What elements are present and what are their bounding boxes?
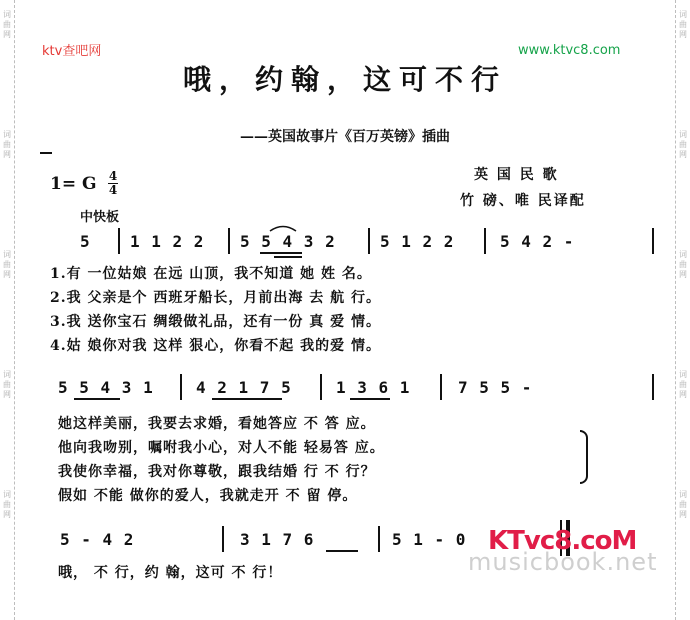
origin-credit: 英 国 民 歌: [474, 167, 559, 183]
measure-notes: 5 1 2 2: [380, 232, 455, 251]
beam-underline: [74, 398, 120, 400]
bar-line: [484, 228, 486, 254]
lyric-verse: 哦， 不 行，约 翰，这可 不 行！: [58, 565, 283, 581]
time-signature: [108, 170, 118, 197]
bar-line: [378, 526, 380, 552]
measure-notes: 1 1 2 2: [130, 232, 205, 251]
verse-brace: [580, 430, 588, 484]
measure-notes: 5 4 2 -: [500, 232, 575, 251]
bar-line: [368, 228, 370, 254]
bar-line: [440, 374, 442, 400]
lyric-verse: 假如 不能 做你的爱人，我就走开 不 留 停。: [58, 488, 358, 504]
measure-notes: 5 1 - 0: [392, 530, 467, 549]
bar-line: [320, 374, 322, 400]
site-watermark-right: www.ktvc8.com: [518, 43, 621, 58]
lyric-verse: 我使你幸福，我对你尊敬，跟我结婚 行 不 行？: [58, 464, 376, 480]
lyric-verse: 他向我吻别，嘱咐我小心，对人不能 轻易答 应。: [58, 440, 385, 456]
time-top: 4: [108, 169, 118, 183]
edge-watermark: 词曲网: [679, 130, 687, 159]
measure-notes: 5 5 4 3 1: [58, 378, 154, 397]
measure-notes: 5: [80, 232, 91, 251]
lyric-verse: 4.姑 娘你对我 这样 狠心，你看不起 我的爱 情。: [50, 338, 381, 354]
tempo-marking: 中快板: [80, 210, 120, 225]
edge-watermark: 词曲网: [679, 10, 687, 39]
margin-dash: [40, 152, 52, 154]
measure-notes: 5 5 4 3 2: [240, 232, 336, 251]
edge-watermark: 词曲网: [679, 370, 687, 399]
lyric-verse: 她这样美丽，我要去求婚，看她答应 不 答 应。: [58, 416, 376, 432]
measure-notes: 4 2 1 7 5: [196, 378, 292, 397]
edge-watermark: 词曲网: [3, 10, 11, 39]
bar-line: [652, 374, 654, 400]
song-title: 哦，约翰，这可不行: [182, 63, 507, 96]
edge-watermark: 词曲网: [3, 130, 11, 159]
beam-underline: [350, 398, 390, 400]
beam-underline: [212, 398, 282, 400]
lyric-verse: 3.我 送你宝石 绸缎做礼品，还有一份 真 爱 情。: [50, 314, 381, 330]
watermark-shadow: musicbook.net: [468, 548, 658, 576]
key-signature: 1= G: [50, 174, 97, 194]
brand-watermark: KTvc8.coM: [488, 526, 637, 556]
time-bottom: 4: [108, 183, 118, 197]
edge-watermark: 词曲网: [3, 250, 11, 279]
bar-line: [180, 374, 182, 400]
beam-underline: [326, 550, 358, 552]
bar-line: [652, 228, 654, 254]
lyric-verse: 2.我 父亲是个 西班牙船长，月前出海 去 航 行。: [50, 290, 381, 306]
measure-notes: 1 3 6 1: [336, 378, 411, 397]
bar-line: [222, 526, 224, 552]
beam-underline: [260, 252, 302, 254]
arranger-credit: 竹 磅、唯 民译配: [460, 193, 586, 209]
measure-notes: 3 1 7 6: [240, 530, 315, 549]
measure-notes: 5 - 4 2: [60, 530, 135, 549]
beam-underline: [274, 256, 302, 258]
edge-watermark: 词曲网: [679, 490, 687, 519]
lyric-verse: 1.有 一位姑娘 在远 山顶，我不知道 她 姓 名。: [50, 266, 372, 282]
song-subtitle: ——英国故事片《百万英镑》插曲: [240, 129, 450, 145]
bar-line: [228, 228, 230, 254]
site-watermark-left: ktv查吧网: [42, 44, 102, 59]
bar-line: [118, 228, 120, 254]
measure-notes: 7 5 5 -: [458, 378, 533, 397]
slur-mark: [268, 222, 298, 232]
edge-watermark: 词曲网: [679, 250, 687, 279]
edge-watermark: 词曲网: [3, 490, 11, 519]
edge-watermark: 词曲网: [3, 370, 11, 399]
